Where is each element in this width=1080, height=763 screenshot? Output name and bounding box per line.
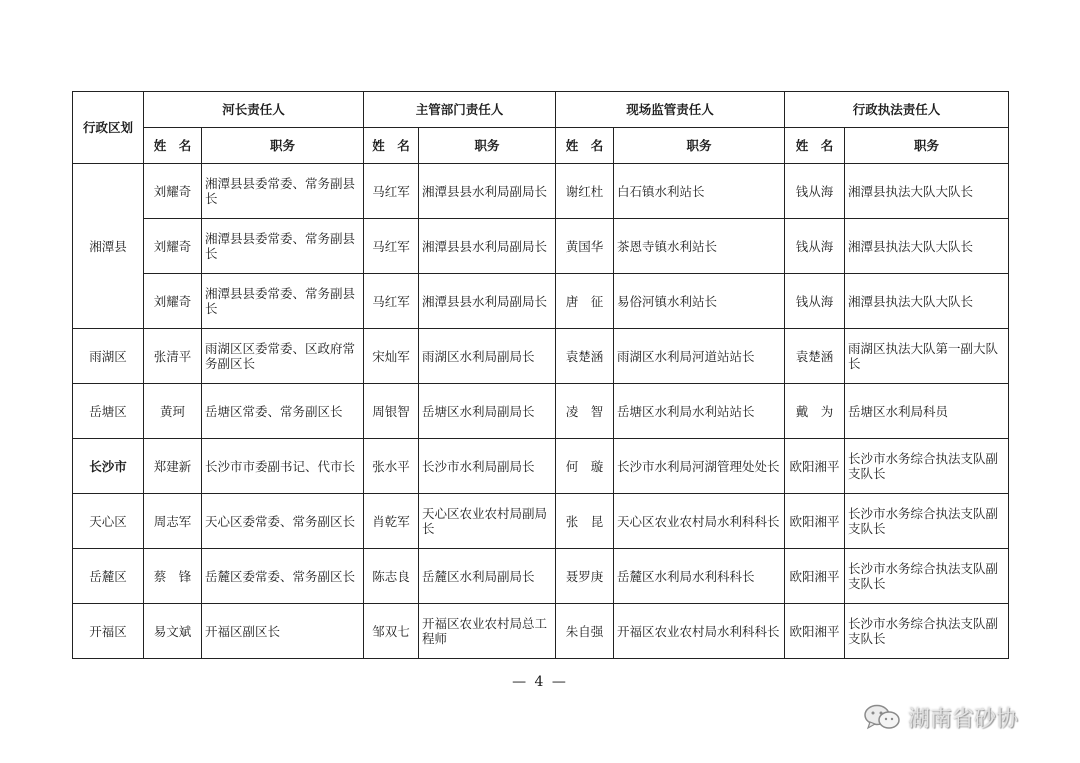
post-cell: 岳麓区水利局水利科科长 <box>614 549 785 604</box>
table-row <box>73 164 1009 219</box>
name-cell: 聂罗庚 <box>556 549 614 604</box>
post-cell: 湘潭县执法大队大队长 <box>845 219 1009 274</box>
name-cell: 袁楚涵 <box>556 329 614 384</box>
post-header: 职务 <box>419 128 556 164</box>
name-cell: 钱从海 <box>785 274 845 329</box>
name-header: 姓 名 <box>556 128 614 164</box>
post-cell: 岳塘区水利局水利站站长 <box>614 384 785 439</box>
table-row <box>73 274 1009 329</box>
post-cell: 长沙市市委副书记、代市长 <box>202 439 364 494</box>
post-cell: 岳塘区常委、常务副区长 <box>202 384 364 439</box>
post-cell: 长沙市水务综合执法支队副支队长 <box>845 549 1009 604</box>
post-header: 职务 <box>845 128 1009 164</box>
name-cell: 马红军 <box>364 274 419 329</box>
post-cell: 长沙市水利局河湖管理处处长 <box>614 439 785 494</box>
name-cell: 欧阳湘平 <box>785 494 845 549</box>
name-cell: 刘耀奇 <box>144 274 202 329</box>
post-cell: 天心区农业农村局副局长 <box>419 494 556 549</box>
name-header: 姓 名 <box>364 128 419 164</box>
name-cell: 钱从海 <box>785 164 845 219</box>
name-cell: 戴 为 <box>785 384 845 439</box>
name-cell: 马红军 <box>364 164 419 219</box>
page-number: — 4 — <box>512 674 568 690</box>
group-header-site-supervision: 现场监管责任人 <box>556 92 785 128</box>
post-cell: 雨湖区水利局河道站站长 <box>614 329 785 384</box>
post-cell: 湘潭县县水利局副局长 <box>419 274 556 329</box>
region-cell: 湘潭县 <box>73 164 144 329</box>
name-cell: 黄国华 <box>556 219 614 274</box>
post-cell: 湘潭县县水利局副局长 <box>419 164 556 219</box>
post-cell: 湘潭县县委常委、常务副县长 <box>202 219 364 274</box>
region-cell: 开福区 <box>73 604 144 659</box>
name-cell: 蔡 锋 <box>144 549 202 604</box>
post-cell: 岳塘区水利局副局长 <box>419 384 556 439</box>
region-cell: 岳塘区 <box>73 384 144 439</box>
post-cell: 开福区农业农村局水利科科长 <box>614 604 785 659</box>
name-cell: 袁楚涵 <box>785 329 845 384</box>
name-cell: 宋灿军 <box>364 329 419 384</box>
post-cell: 湘潭县执法大队大队长 <box>845 274 1009 329</box>
post-cell: 茶恩寺镇水利站长 <box>614 219 785 274</box>
region-header: 行政区划 <box>73 92 144 164</box>
post-cell: 天心区委常委、常务副区长 <box>202 494 364 549</box>
table-row <box>73 329 1009 384</box>
table-row <box>73 604 1009 659</box>
name-cell: 朱自强 <box>556 604 614 659</box>
name-cell: 邹双七 <box>364 604 419 659</box>
watermark-text: 湖南省砂协 <box>908 706 1019 732</box>
name-cell: 张清平 <box>144 329 202 384</box>
post-cell: 白石镇水利站长 <box>614 164 785 219</box>
post-cell: 雨湖区执法大队第一副大队长 <box>845 329 1009 384</box>
name-header: 姓 名 <box>785 128 845 164</box>
region-cell: 长沙市 <box>73 439 144 494</box>
post-cell: 湘潭县县水利局副局长 <box>419 219 556 274</box>
name-cell: 欧阳湘平 <box>785 604 845 659</box>
name-cell: 何 璇 <box>556 439 614 494</box>
name-cell: 马红军 <box>364 219 419 274</box>
post-cell: 长沙市水务综合执法支队副支队长 <box>845 604 1009 659</box>
region-cell: 天心区 <box>73 494 144 549</box>
post-cell: 湘潭县县委常委、常务副县长 <box>202 274 364 329</box>
name-cell: 钱从海 <box>785 219 845 274</box>
name-cell: 刘耀奇 <box>144 219 202 274</box>
region-cell: 雨湖区 <box>73 329 144 384</box>
name-cell: 肖乾军 <box>364 494 419 549</box>
name-cell: 欧阳湘平 <box>785 549 845 604</box>
watermark <box>862 700 1018 734</box>
post-cell: 开福区农业农村局总工程师 <box>419 604 556 659</box>
name-cell: 唐 征 <box>556 274 614 329</box>
post-header: 职务 <box>202 128 364 164</box>
group-header-department: 主管部门责任人 <box>364 92 556 128</box>
post-cell: 开福区副区长 <box>202 604 364 659</box>
name-cell: 欧阳湘平 <box>785 439 845 494</box>
post-cell: 长沙市水务综合执法支队副支队长 <box>845 494 1009 549</box>
name-cell: 郑建新 <box>144 439 202 494</box>
post-cell: 长沙市水利局副局长 <box>419 439 556 494</box>
name-header: 姓 名 <box>144 128 202 164</box>
name-cell: 张 昆 <box>556 494 614 549</box>
name-cell: 刘耀奇 <box>144 164 202 219</box>
post-cell: 湘潭县县委常委、常务副县长 <box>202 164 364 219</box>
post-cell: 易俗河镇水利站长 <box>614 274 785 329</box>
post-cell: 岳麓区委常委、常务副区长 <box>202 549 364 604</box>
group-header-river-chief: 河长责任人 <box>144 92 364 128</box>
table-row <box>73 494 1009 549</box>
post-header: 职务 <box>614 128 785 164</box>
table-row <box>73 384 1009 439</box>
name-cell: 周银智 <box>364 384 419 439</box>
table-row <box>73 439 1009 494</box>
responsibility-table <box>72 91 1009 659</box>
post-cell: 岳麓区水利局副局长 <box>419 549 556 604</box>
name-cell: 陈志良 <box>364 549 419 604</box>
name-cell: 凌 智 <box>556 384 614 439</box>
name-cell: 张水平 <box>364 439 419 494</box>
name-cell: 周志军 <box>144 494 202 549</box>
table-row <box>73 219 1009 274</box>
name-cell: 谢红杜 <box>556 164 614 219</box>
post-cell: 岳塘区水利局科员 <box>845 384 1009 439</box>
post-cell: 天心区农业农村局水利科科长 <box>614 494 785 549</box>
wechat-icon <box>862 702 902 732</box>
name-cell: 黄珂 <box>144 384 202 439</box>
region-cell: 岳麓区 <box>73 549 144 604</box>
name-cell: 易文斌 <box>144 604 202 659</box>
group-header-law-enforcement: 行政执法责任人 <box>785 92 1009 128</box>
post-cell: 湘潭县执法大队大队长 <box>845 164 1009 219</box>
post-cell: 雨湖区水利局副局长 <box>419 329 556 384</box>
table-row <box>73 549 1009 604</box>
post-cell: 长沙市水务综合执法支队副支队长 <box>845 439 1009 494</box>
post-cell: 雨湖区区委常委、区政府常务副区长 <box>202 329 364 384</box>
